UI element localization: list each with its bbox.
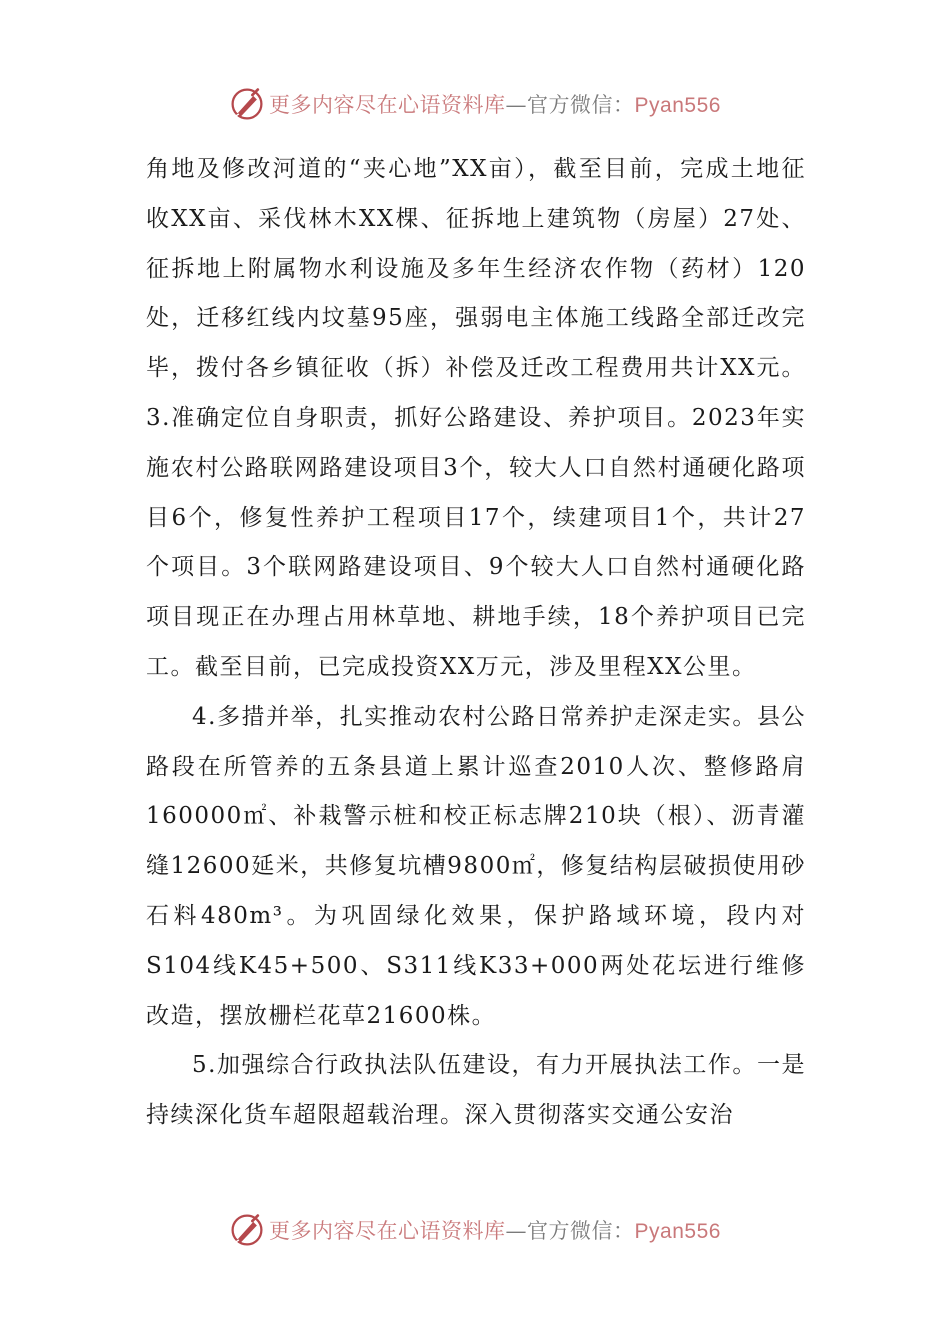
footer-banner	[0, 1210, 950, 1250]
paragraph-1: 角地及修改河道的“夹心地”XX亩），截至目前，完成土地征收XX亩、采伐林木XX棵、征拆地上建筑物（房屋）27处、征拆地上附属物水利设施及多年生经济农作物（药材）120处，迁移红线内坟墓95座，强弱电主体施工线路全部迁改完毕，拨付各乡镇征收（拆）补偿及迁改工程费用共计XX元。3.准确定位自身职责，抓好公路建设、养护项目。2023年实施农村公路联网路建设项目3个，较大人口自然村通硬化路项目6个，修复性养护工程项目17个，续建项目1个，共计27个项目。3个联网路建设项目、9个较大人口自然村通硬化路项目现正在办理占用林草地、耕地手续，18个养护项目已完工。截至目前，已完成投资XX万元，涉及里程XX公里。	[146, 156, 806, 680]
banner-wechat-label: 官方微信：	[527, 93, 635, 117]
banner-wechat-id: Pyan556	[634, 94, 721, 117]
paragraph-3: 5.加强综合行政执法队伍建设，有力开展执法工作。一是持续深化货车超限超载治理。深入贯彻落实交通公安治	[146, 1052, 806, 1129]
header-banner-text	[269, 89, 721, 119]
banner-wechat-label: 官方微信：	[527, 1219, 635, 1243]
pen-logo-icon	[229, 86, 265, 122]
pen-logo-icon	[229, 1212, 265, 1248]
document-body	[146, 145, 806, 1141]
banner-wechat-id: Pyan556	[634, 1220, 721, 1243]
banner-site-name: 更多内容尽在心语资料库	[269, 1219, 506, 1243]
banner-dash: —	[505, 93, 528, 117]
header-banner	[0, 84, 950, 124]
footer-banner-text	[269, 1215, 721, 1245]
banner-dash: —	[505, 1219, 528, 1243]
banner-site-name: 更多内容尽在心语资料库	[269, 93, 506, 117]
paragraph-2: 4.多措并举，扎实推动农村公路日常养护走深走实。县公路段在所管养的五条县道上累计巡查2010人次、整修路肩160000㎡、补栽警示桩和校正标志牌210块（根）、沥青灌缝12600延米，共修复坑槽9800㎡，修复结构层破损使用砂石料480m³。为巩固绿化效果，保护路域环境，段内对S104线K45+500、S311线K33+000两处花坛进行维修改造，摆放栅栏花草21600株。	[146, 703, 806, 1029]
